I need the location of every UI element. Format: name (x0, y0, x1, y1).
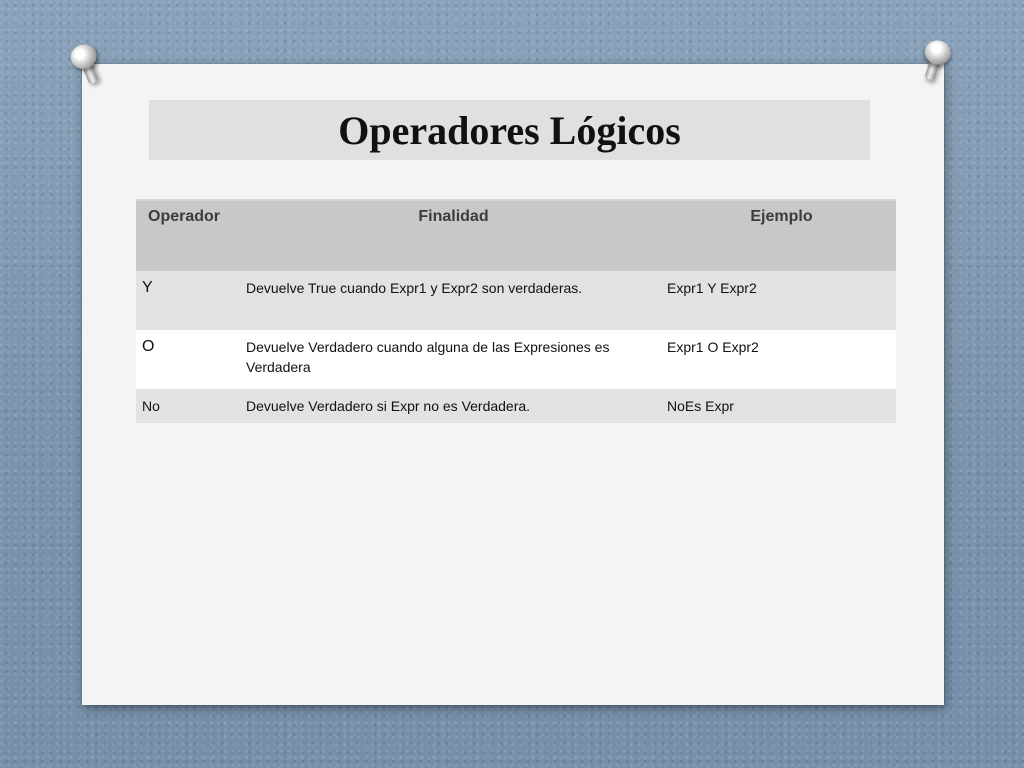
title-banner (149, 100, 870, 160)
header-operador: Operador (136, 200, 240, 271)
example-cell: NoEs Expr (661, 389, 896, 423)
purpose-cell: Devuelve Verdadero cuando alguna de las Expresiones es Verdadera (240, 330, 661, 389)
operator-cell: No (136, 389, 240, 423)
slide-title: Operadores Lógicos (338, 107, 681, 153)
header-ejemplo: Ejemplo (661, 200, 896, 271)
pushpin-head (922, 37, 954, 68)
purpose-cell: Devuelve Verdadero si Expr no es Verdadera. (240, 389, 661, 423)
table-header-row (136, 200, 896, 271)
table-row (136, 389, 896, 423)
example-cell: Expr1 Y Expr2 (661, 271, 896, 330)
table-row (136, 330, 896, 389)
operator-cell: O (136, 330, 240, 389)
header-finalidad: Finalidad (240, 200, 661, 271)
table-row (136, 271, 896, 330)
example-cell: Expr1 O Expr2 (661, 330, 896, 389)
purpose-cell: Devuelve True cuando Expr1 y Expr2 son verdaderas. (240, 271, 661, 330)
operator-cell: Y (136, 271, 240, 330)
pushpin-head (67, 41, 100, 73)
operators-table (136, 199, 896, 423)
pushpin-icon (914, 36, 956, 85)
